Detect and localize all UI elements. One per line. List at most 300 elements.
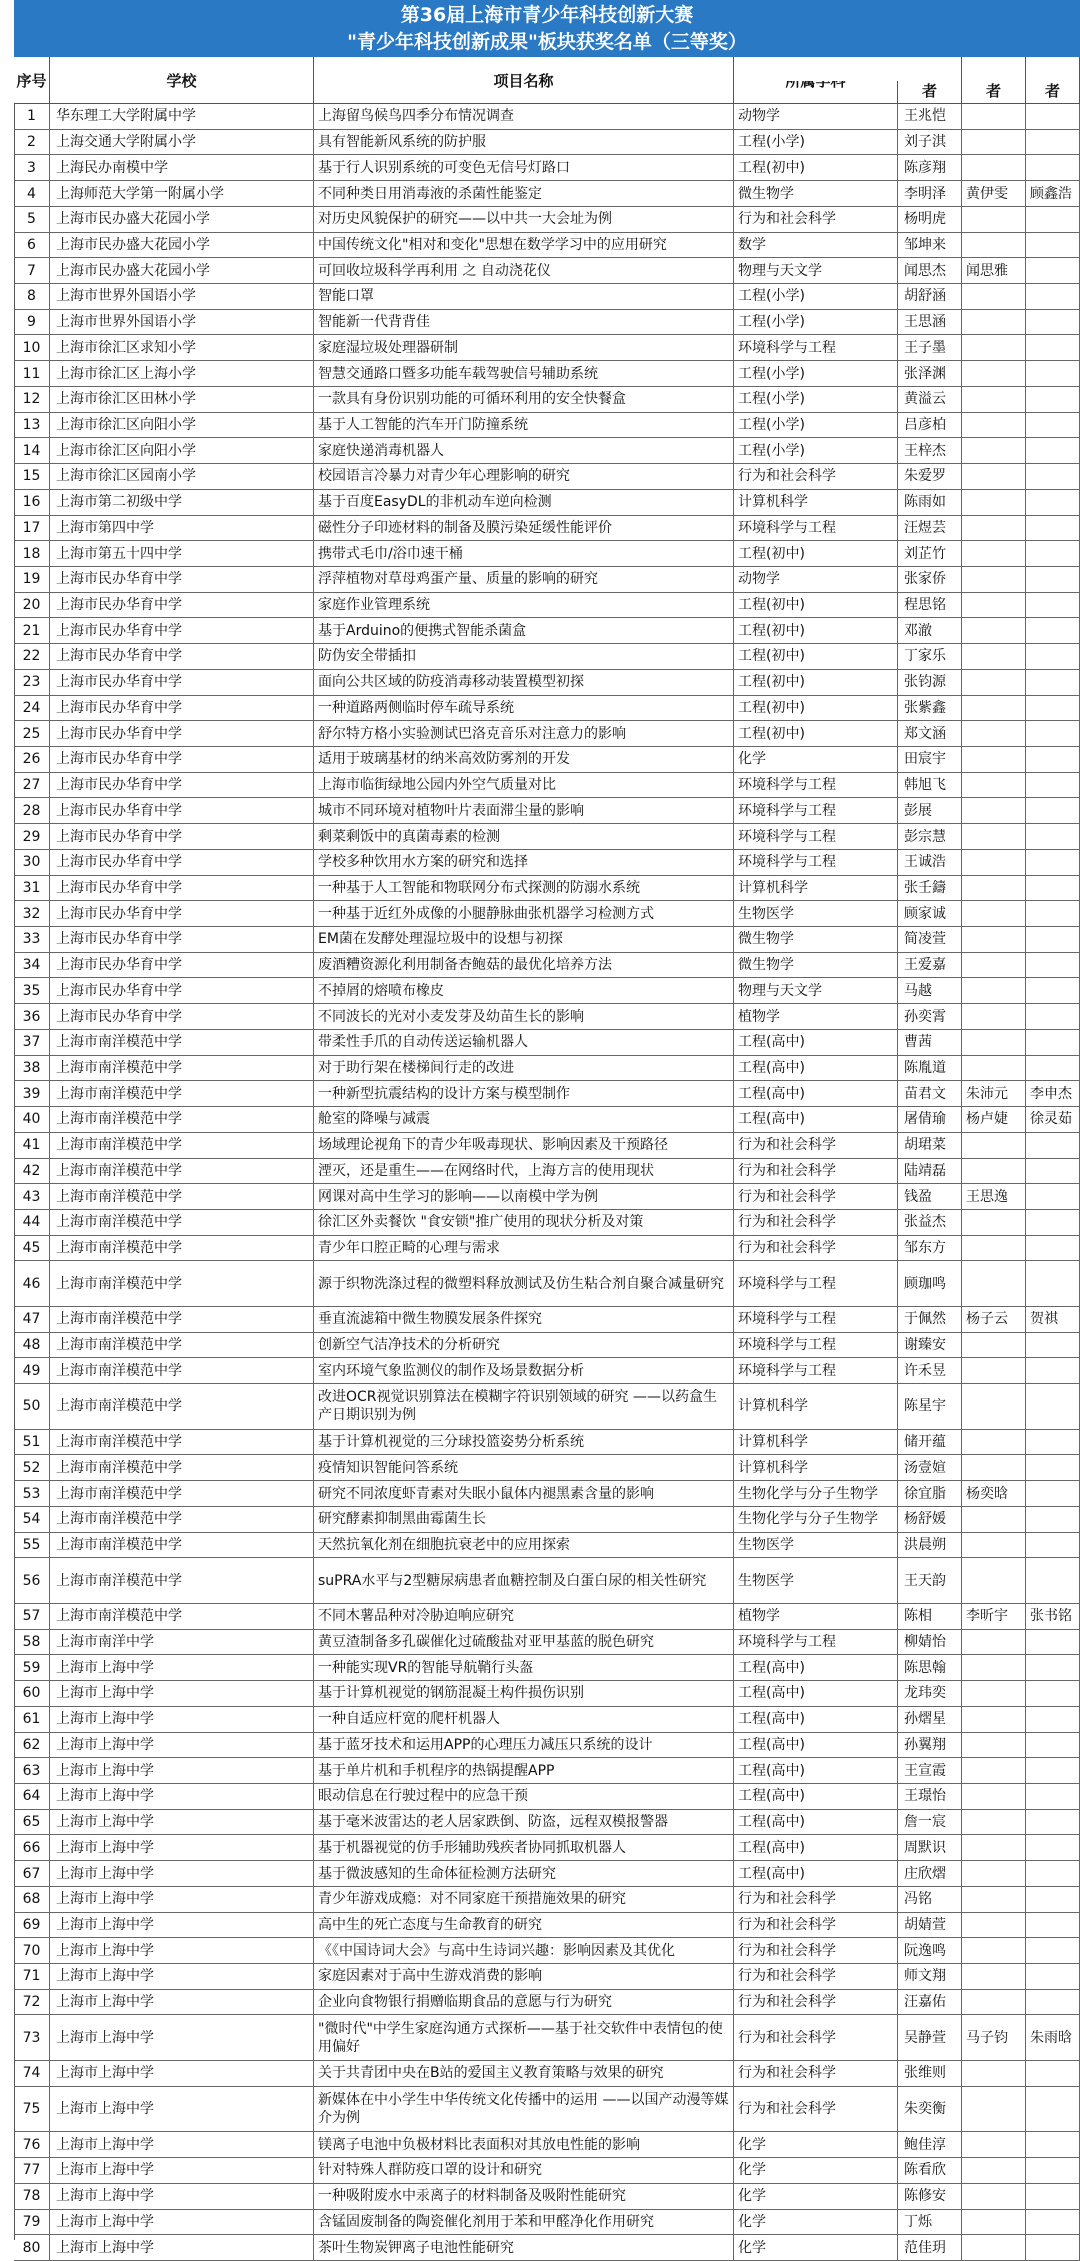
table-row [14, 1681, 1080, 1707]
row-project: EM菌在发酵处理湿垃圾中的设想与初探 [314, 927, 734, 952]
row-author-1: 孙翼翔 [898, 1733, 962, 1758]
row-author-3 [1026, 1861, 1080, 1886]
table-row [14, 541, 1080, 567]
row-author-2 [962, 1810, 1026, 1835]
row-author-2 [962, 773, 1026, 798]
row-no: 61 [14, 1707, 50, 1732]
row-no: 77 [14, 2158, 50, 2183]
row-category: 微生物学 [734, 953, 898, 978]
row-author-2 [962, 516, 1026, 541]
row-author-3 [1026, 2087, 1080, 2132]
row-author-2: 李昕宇 [962, 1604, 1026, 1629]
row-school: 上海市南洋模范中学 [50, 1159, 314, 1184]
row-category: 工程(小学) [734, 310, 898, 335]
row-no: 16 [14, 490, 50, 515]
row-project: 针对特殊人群防疫口罩的设计和研究 [314, 2158, 734, 2183]
row-no: 69 [14, 1913, 50, 1938]
row-author-2 [962, 1758, 1026, 1783]
row-project: 基于微波感知的生命体征检测方法研究 [314, 1861, 734, 1886]
row-project: 一种新型抗震结构的设计方案与模型制作 [314, 1081, 734, 1106]
row-author-1: 徐宜脂 [898, 1481, 962, 1506]
row-author-2 [962, 1630, 1026, 1655]
row-school: 上海市民办华育中学 [50, 670, 314, 695]
row-author-1: 谢臻安 [898, 1333, 962, 1358]
row-author-3 [1026, 1887, 1080, 1912]
row-author-1: 张泽渊 [898, 361, 962, 386]
row-author-1: 苗君文 [898, 1081, 962, 1106]
row-author-2 [962, 721, 1026, 746]
row-school: 上海市徐汇区田林小学 [50, 387, 314, 412]
row-author-3 [1026, 2158, 1080, 2183]
row-no: 10 [14, 335, 50, 360]
row-school: 上海市徐汇区园南小学 [50, 464, 314, 489]
row-no: 66 [14, 1835, 50, 1860]
row-no: 47 [14, 1307, 50, 1332]
table-row [14, 2158, 1080, 2184]
row-author-2 [962, 207, 1026, 232]
row-author-3 [1026, 1004, 1080, 1029]
row-school: 上海市民办华育中学 [50, 721, 314, 746]
row-author-1: 周默识 [898, 1835, 962, 1860]
row-category: 工程(高中) [734, 1081, 898, 1106]
row-author-3 [1026, 258, 1080, 283]
row-school: 上海市上海中学 [50, 1990, 314, 2015]
table-row [14, 1810, 1080, 1836]
row-author-2 [962, 618, 1026, 643]
row-school: 上海市南洋模范中学 [50, 1430, 314, 1455]
table-row [14, 2061, 1080, 2087]
row-category: 环境科学与工程 [734, 850, 898, 875]
row-category: 工程(初中) [734, 696, 898, 721]
table-row [14, 1133, 1080, 1159]
row-author-2 [962, 696, 1026, 721]
row-author-1: 张益杰 [898, 1210, 962, 1235]
row-project: 智能新一代背背佳 [314, 310, 734, 335]
row-school: 上海市第四中学 [50, 516, 314, 541]
row-author-1: 陈相 [898, 1604, 962, 1629]
row-no: 44 [14, 1210, 50, 1235]
table-row [14, 284, 1080, 310]
row-author-1: 顾家诚 [898, 901, 962, 926]
table-row [14, 2184, 1080, 2210]
row-author-3 [1026, 2235, 1080, 2260]
row-author-2 [962, 1835, 1026, 1860]
row-no: 35 [14, 978, 50, 1003]
row-project: 智能口罩 [314, 284, 734, 309]
row-author-1: 杨舒媛 [898, 1507, 962, 1532]
row-no: 7 [14, 258, 50, 283]
row-no: 5 [14, 207, 50, 232]
row-author-2 [962, 1733, 1026, 1758]
row-author-1: 詹一宸 [898, 1810, 962, 1835]
row-project: 垂直流滤箱中微生物膜发展条件探究 [314, 1307, 734, 1332]
table-row [14, 310, 1080, 336]
row-school: 上海市南洋模范中学 [50, 1604, 314, 1629]
row-author-3 [1026, 413, 1080, 438]
row-author-1: 田宸宇 [898, 747, 962, 772]
row-author-2 [962, 1707, 1026, 1732]
row-author-2 [962, 876, 1026, 901]
row-school: 上海市第五十四中学 [50, 541, 314, 566]
row-author-2 [962, 104, 1026, 129]
row-author-1: 王思涵 [898, 310, 962, 335]
row-author-3 [1026, 438, 1080, 463]
header-school: 学校 [50, 57, 314, 104]
row-author-3 [1026, 361, 1080, 386]
row-no: 49 [14, 1358, 50, 1383]
row-project: 徐汇区外卖餐饮 "食安锁"推广使用的现状分析及对策 [314, 1210, 734, 1235]
row-author-1: 汪嘉佑 [898, 1990, 962, 2015]
row-category: 工程(高中) [734, 1835, 898, 1860]
row-category: 化学 [734, 2132, 898, 2157]
row-project: 青少年口腔正畸的心理与需求 [314, 1236, 734, 1261]
row-no: 50 [14, 1384, 50, 1429]
row-author-3 [1026, 953, 1080, 978]
row-author-3 [1026, 1938, 1080, 1963]
row-author-2 [962, 2132, 1026, 2157]
row-category: 行为和社会科学 [734, 1938, 898, 1963]
row-author-1: 孙奕霄 [898, 1004, 962, 1029]
row-author-2 [962, 2210, 1026, 2235]
table-row [14, 104, 1080, 130]
row-school: 上海市民办华育中学 [50, 927, 314, 952]
row-project: 具有智能新风系统的防护服 [314, 130, 734, 155]
row-project: 改进OCR视觉识别算法在模糊字符识别领域的研究 ——以药盒生产日期识别为例 [314, 1384, 734, 1429]
row-author-3 [1026, 310, 1080, 335]
row-author-3 [1026, 1533, 1080, 1558]
table-row [14, 1261, 1080, 1307]
row-school: 上海市上海中学 [50, 2184, 314, 2209]
row-author-2: 黄伊雯 [962, 181, 1026, 206]
row-author-2 [962, 335, 1026, 360]
row-school: 上海市南洋模范中学 [50, 1030, 314, 1055]
row-author-2 [962, 1913, 1026, 1938]
row-author-1: 汤壹媗 [898, 1455, 962, 1480]
row-author-1: 陈修安 [898, 2184, 962, 2209]
row-no: 79 [14, 2210, 50, 2235]
row-school: 上海市南洋模范中学 [50, 1133, 314, 1158]
row-category: 工程(高中) [734, 1056, 898, 1081]
row-author-2 [962, 1887, 1026, 1912]
row-school: 上海市民办盛大花园小学 [50, 258, 314, 283]
table-row [14, 2015, 1080, 2061]
table-row [14, 1333, 1080, 1359]
table-row [14, 1236, 1080, 1262]
row-author-2: 杨子云 [962, 1307, 1026, 1332]
row-project: 研究酵素抑制黑曲霉菌生长 [314, 1507, 734, 1532]
row-project: 舒尔特方格小实验测试巴洛克音乐对注意力的影响 [314, 721, 734, 746]
row-school: 上海市南洋模范中学 [50, 1210, 314, 1235]
title-banner [14, 0, 1080, 57]
row-no: 39 [14, 1081, 50, 1106]
row-author-2 [962, 927, 1026, 952]
row-author-1: 丁烁 [898, 2210, 962, 2235]
row-school: 上海市民办盛大花园小学 [50, 233, 314, 258]
row-no: 28 [14, 798, 50, 823]
table-row [14, 1655, 1080, 1681]
row-author-2 [962, 747, 1026, 772]
row-category: 化学 [734, 2184, 898, 2209]
row-author-3 [1026, 850, 1080, 875]
row-author-2 [962, 1507, 1026, 1532]
row-school: 上海市世界外国语小学 [50, 284, 314, 309]
table-row [14, 2235, 1080, 2261]
row-category: 工程(初中) [734, 670, 898, 695]
row-category: 行为和社会科学 [734, 1990, 898, 2015]
row-author-3 [1026, 1333, 1080, 1358]
row-school: 上海市民办华育中学 [50, 876, 314, 901]
row-author-3 [1026, 927, 1080, 952]
row-category: 环境科学与工程 [734, 1333, 898, 1358]
row-category: 环境科学与工程 [734, 1307, 898, 1332]
row-no: 38 [14, 1056, 50, 1081]
row-author-3 [1026, 490, 1080, 515]
row-author-1: 柳婧怡 [898, 1630, 962, 1655]
row-author-3 [1026, 1236, 1080, 1261]
row-category: 工程(高中) [734, 1758, 898, 1783]
row-no: 34 [14, 953, 50, 978]
row-author-1: 闻思杰 [898, 258, 962, 283]
row-author-3 [1026, 387, 1080, 412]
row-no: 72 [14, 1990, 50, 2015]
row-school: 上海市徐汇区上海小学 [50, 361, 314, 386]
row-no: 43 [14, 1184, 50, 1209]
table-row [14, 1938, 1080, 1964]
row-school: 上海市南洋模范中学 [50, 1455, 314, 1480]
row-no: 23 [14, 670, 50, 695]
row-no: 60 [14, 1681, 50, 1706]
row-no: 36 [14, 1004, 50, 1029]
row-author-3 [1026, 335, 1080, 360]
row-category: 工程(小学) [734, 413, 898, 438]
row-no: 24 [14, 696, 50, 721]
row-no: 4 [14, 181, 50, 206]
row-no: 67 [14, 1861, 50, 1886]
row-author-2 [962, 1455, 1026, 1480]
row-author-3 [1026, 1655, 1080, 1680]
row-school: 上海市民办华育中学 [50, 747, 314, 772]
table-row [14, 721, 1080, 747]
row-school: 上海市南洋模范中学 [50, 1533, 314, 1558]
table-row [14, 927, 1080, 953]
row-project: 基于Arduino的便携式智能杀菌盒 [314, 618, 734, 643]
row-author-2 [962, 413, 1026, 438]
row-author-2 [962, 1133, 1026, 1158]
row-project: 基于单片机和手机程序的热锅提醒APP [314, 1758, 734, 1783]
row-author-2 [962, 850, 1026, 875]
row-school: 上海市上海中学 [50, 1861, 314, 1886]
row-author-1: 冯铭 [898, 1887, 962, 1912]
row-author-1: 李明泽 [898, 181, 962, 206]
row-project: 不同波长的光对小麦发芽及幼苗生长的影响 [314, 1004, 734, 1029]
table-row [14, 516, 1080, 542]
row-project: 企业向食物银行捐赠临期食品的意愿与行为研究 [314, 1990, 734, 2015]
row-author-3 [1026, 1430, 1080, 1455]
row-category: 生物化学与分子生物学 [734, 1481, 898, 1506]
row-author-3 [1026, 1913, 1080, 1938]
row-school: 上海市第二初级中学 [50, 490, 314, 515]
row-author-3 [1026, 644, 1080, 669]
row-author-1: 程思铭 [898, 593, 962, 618]
row-school: 上海市民办华育中学 [50, 824, 314, 849]
row-no: 25 [14, 721, 50, 746]
row-author-1: 邓澈 [898, 618, 962, 643]
row-author-2 [962, 644, 1026, 669]
row-school: 上海市南洋模范中学 [50, 1261, 314, 1306]
row-author-2 [962, 490, 1026, 515]
row-author-1: 刘子淇 [898, 130, 962, 155]
table-row [14, 696, 1080, 722]
row-author-1: 王兆恺 [898, 104, 962, 129]
row-project: suPRA水平与2型糖尿病患者血糖控制及白蛋白尿的相关性研究 [314, 1558, 734, 1603]
table-row [14, 1384, 1080, 1430]
row-no: 3 [14, 155, 50, 180]
row-category: 计算机科学 [734, 490, 898, 515]
row-no: 1 [14, 104, 50, 129]
row-author-3 [1026, 901, 1080, 926]
row-category: 工程(高中) [734, 1861, 898, 1886]
row-category: 工程(小学) [734, 387, 898, 412]
row-author-3 [1026, 516, 1080, 541]
row-author-3 [1026, 1835, 1080, 1860]
row-author-3 [1026, 130, 1080, 155]
row-category: 化学 [734, 2235, 898, 2260]
row-project: 城市不同环境对植物叶片表面滞尘量的影响 [314, 798, 734, 823]
row-school: 上海市民办华育中学 [50, 696, 314, 721]
row-author-2 [962, 1384, 1026, 1429]
row-no: 18 [14, 541, 50, 566]
row-author-3 [1026, 1784, 1080, 1809]
row-author-1: 郑文涵 [898, 721, 962, 746]
row-school: 上海市民办华育中学 [50, 978, 314, 1003]
row-project: 家庭快递消毒机器人 [314, 438, 734, 463]
row-project: 基于行人识别系统的可变色无信号灯路口 [314, 155, 734, 180]
row-category: 微生物学 [734, 181, 898, 206]
row-author-3 [1026, 1630, 1080, 1655]
row-project: 湮灭，还是重生——在网络时代，上海方言的使用现状 [314, 1159, 734, 1184]
row-project: 一种能实现VR的智能导航鞘行头盔 [314, 1655, 734, 1680]
row-project: 茶叶生物炭钾离子电池性能研究 [314, 2235, 734, 2260]
row-author-1: 王宣霞 [898, 1758, 962, 1783]
row-author-2 [962, 1159, 1026, 1184]
header-project: 项目名称 [314, 57, 734, 104]
row-no: 56 [14, 1558, 50, 1603]
row-project: 剩菜剩饭中的真菌毒素的检测 [314, 824, 734, 849]
row-project: 可回收垃圾科学再利用 之 自动浇花仪 [314, 258, 734, 283]
row-author-2 [962, 2235, 1026, 2260]
row-project: 含锰固废制备的陶瓷催化剂用于苯和甲醛净化作用研究 [314, 2210, 734, 2235]
row-project: 对于助行架在楼梯间行走的改进 [314, 1056, 734, 1081]
row-author-2 [962, 978, 1026, 1003]
row-author-3 [1026, 1681, 1080, 1706]
row-author-2: 杨卢婕 [962, 1107, 1026, 1132]
row-author-1: 丁家乐 [898, 644, 962, 669]
row-project: 一种吸附废水中汞离子的材料制备及吸附性能研究 [314, 2184, 734, 2209]
row-author-3 [1026, 593, 1080, 618]
row-category: 行为和社会科学 [734, 2087, 898, 2132]
row-category: 行为和社会科学 [734, 464, 898, 489]
row-author-1: 马越 [898, 978, 962, 1003]
row-category: 环境科学与工程 [734, 335, 898, 360]
row-no: 8 [14, 284, 50, 309]
row-project: 基于蓝牙技术和运用APP的心理压力减压只系统的设计 [314, 1733, 734, 1758]
row-category: 生物化学与分子生物学 [734, 1507, 898, 1532]
row-school: 上海市南洋模范中学 [50, 1056, 314, 1081]
table-row [14, 2210, 1080, 2236]
row-category: 环境科学与工程 [734, 1630, 898, 1655]
row-school: 上海市上海中学 [50, 1655, 314, 1680]
row-project: 室内环境气象监测仪的制作及场景数据分析 [314, 1358, 734, 1383]
row-author-1: 陈雨如 [898, 490, 962, 515]
row-project: 基于计算机视觉的三分球投篮姿势分析系统 [314, 1430, 734, 1455]
row-no: 21 [14, 618, 50, 643]
row-project: 一种道路两侧临时停车疏导系统 [314, 696, 734, 721]
row-category: 工程(小学) [734, 438, 898, 463]
row-author-3 [1026, 207, 1080, 232]
table-row [14, 413, 1080, 439]
row-school: 上海市民办华育中学 [50, 1004, 314, 1029]
row-school: 上海市南洋模范中学 [50, 1384, 314, 1429]
row-author-2 [962, 1861, 1026, 1886]
row-school: 上海市南洋模范中学 [50, 1307, 314, 1332]
row-author-2 [962, 310, 1026, 335]
row-no: 33 [14, 927, 50, 952]
row-project: 基于计算机视觉的钢筋混凝土构件损伤识别 [314, 1681, 734, 1706]
row-author-2: 马子钧 [962, 2015, 1026, 2060]
row-author-2 [962, 1030, 1026, 1055]
row-author-2 [962, 1236, 1026, 1261]
row-school: 上海市上海中学 [50, 1810, 314, 1835]
table-row [14, 747, 1080, 773]
row-author-2 [962, 1964, 1026, 1989]
row-author-1: 陆靖磊 [898, 1159, 962, 1184]
row-author-1: 陈思翰 [898, 1655, 962, 1680]
row-author-3 [1026, 1159, 1080, 1184]
row-project: 适用于玻璃基材的纳米高效防雾剂的开发 [314, 747, 734, 772]
table-row [14, 824, 1080, 850]
row-project: 基于人工智能的汽车开门防撞系统 [314, 413, 734, 438]
row-category: 计算机科学 [734, 876, 898, 901]
row-no: 26 [14, 747, 50, 772]
row-no: 42 [14, 1159, 50, 1184]
row-no: 52 [14, 1455, 50, 1480]
row-project: 带柔性手爪的自动传送运输机器人 [314, 1030, 734, 1055]
row-category: 行为和社会科学 [734, 2061, 898, 2086]
row-author-3 [1026, 1133, 1080, 1158]
row-category: 工程(高中) [734, 1107, 898, 1132]
row-project: 眼动信息在行驶过程中的应急干预 [314, 1784, 734, 1809]
row-author-3 [1026, 696, 1080, 721]
row-no: 75 [14, 2087, 50, 2132]
row-category: 化学 [734, 2210, 898, 2235]
table-row [14, 1558, 1080, 1604]
row-author-3 [1026, 1030, 1080, 1055]
row-author-2: 闻思雅 [962, 258, 1026, 283]
row-project: 智慧交通路口暨多功能车载驾驶信号辅助系统 [314, 361, 734, 386]
row-category: 工程(小学) [734, 284, 898, 309]
row-category: 数学 [734, 233, 898, 258]
row-category: 工程(高中) [734, 1681, 898, 1706]
row-author-1: 孙熠星 [898, 1707, 962, 1732]
row-author-3 [1026, 1707, 1080, 1732]
table-row [14, 1887, 1080, 1913]
row-school: 上海市民办华育中学 [50, 798, 314, 823]
row-author-1: 阮逸鸣 [898, 1938, 962, 1963]
row-project: 防伪安全带插扣 [314, 644, 734, 669]
row-author-3 [1026, 155, 1080, 180]
row-author-2 [962, 953, 1026, 978]
row-school: 上海市徐汇区向阳小学 [50, 438, 314, 463]
